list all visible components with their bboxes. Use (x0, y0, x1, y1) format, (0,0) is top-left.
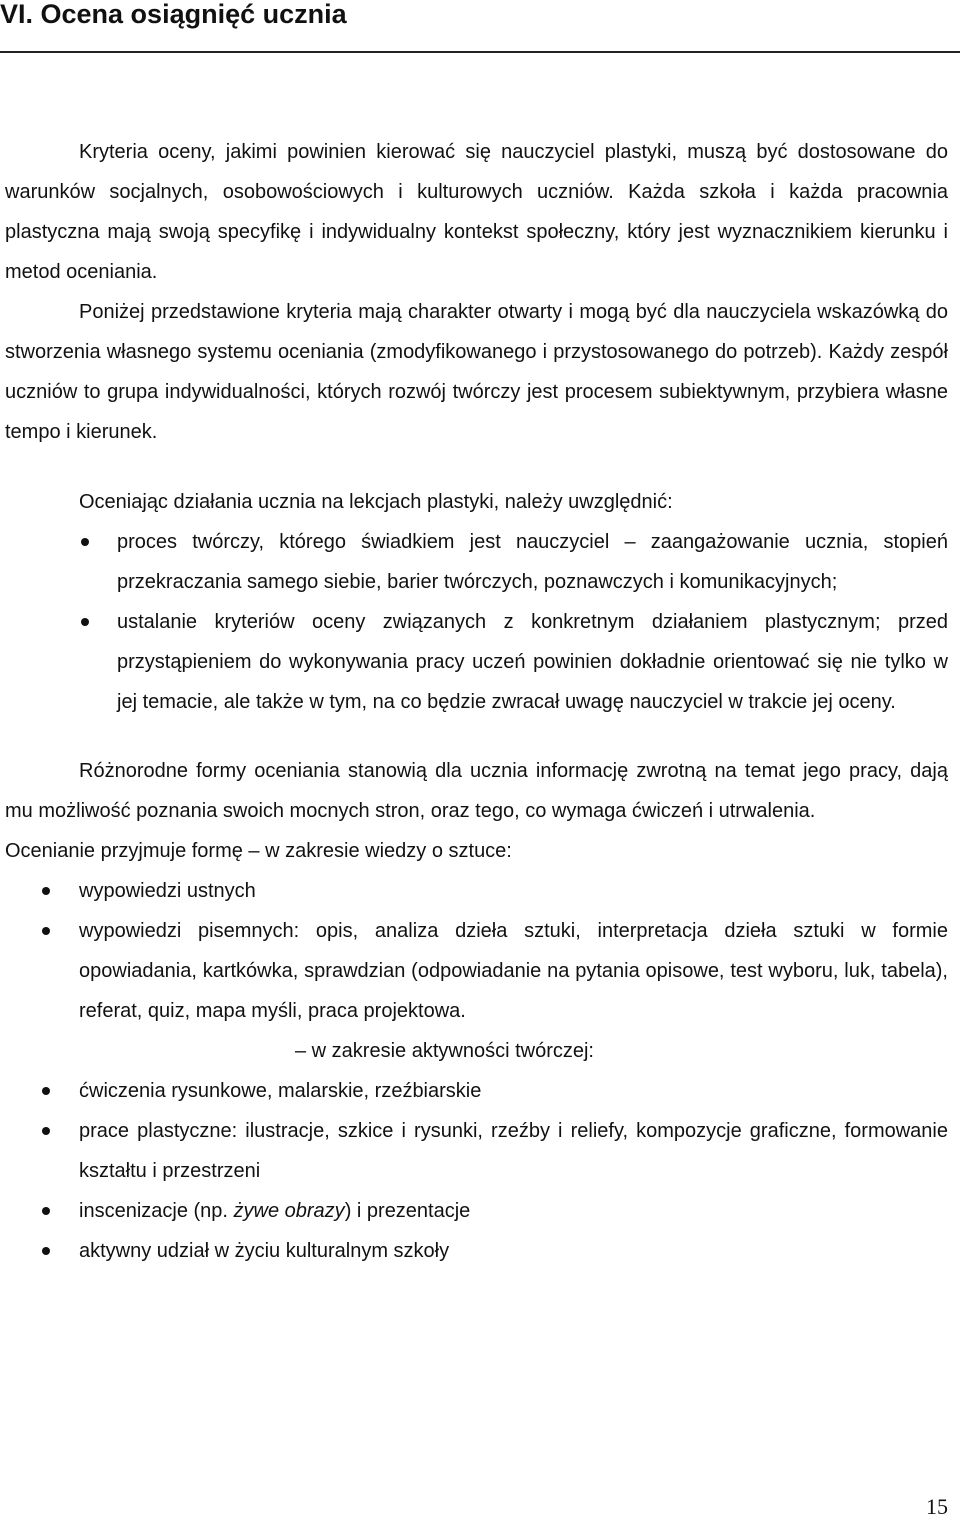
list-item: aktywny udział w życiu kulturalnym szkoły (5, 1231, 948, 1271)
item-text: ) i prezentacje (344, 1200, 471, 1222)
page-title: VI. Ocena osiągnięć ucznia (0, 0, 347, 29)
title-divider (0, 51, 960, 53)
list-item: proces twórczy, którego świadkiem jest nauczyciel – zaangażowanie ucznia, stopień przekraczania samego siebie, barier twórczych, poznawczych i komunikacyjnych; (5, 522, 948, 602)
creative-list (5, 1071, 948, 1271)
item-text: inscenizacje (np. (79, 1200, 234, 1222)
spacer (5, 722, 948, 751)
considerations-lead: Oceniając działania ucznia na lekcjach plastyki, należy uwzględnić: (79, 491, 673, 513)
considerations-list (5, 522, 948, 722)
page-number: 15 (926, 1494, 948, 1519)
italic-term: żywe obrazy (233, 1200, 345, 1222)
knowledge-heading: Ocenianie przyjmuje formę – w zakresie wiedzy o sztuce: (5, 840, 512, 862)
document-body (5, 132, 948, 1271)
creative-heading: – w zakresie aktywności twórczej: (295, 1040, 594, 1062)
list-item (5, 1191, 948, 1231)
list-item: wypowiedzi pisemnych: opis, analiza dzieła sztuki, interpretacja dzieła sztuki w formie opowiadania, kartkówka, sprawdzian (odpowiadanie na pytania opisowe, test wyboru, luk, tabela), referat, quiz, mapa myśli, praca projektowa. (5, 911, 948, 1031)
intro-paragraph-2: Poniżej przedstawione kryteria mają charakter otwarty i mogą być dla nauczyciela wskazówką do stworzenia własnego systemu oceniania (zmodyfikowanego i przystosowanego do potrzeb). Każdy zespół uczniów to grupa indywidualności, których rozwój twórczy jest procesem subiektywnym, przybiera własne tempo i kierunek. (5, 301, 948, 443)
knowledge-list (5, 871, 948, 1031)
list-item: ustalanie kryteriów oceny związanych z konkretnym działaniem plastycznym; przed przystąpieniem do wykonywania pracy uczeń powinien dokładnie orientować się nie tylko w jej temacie, ale także w tym, na co będzie zwracał uwagę nauczyciel w trakcie jej oceny. (5, 602, 948, 722)
spacer (5, 452, 948, 482)
list-item: wypowiedzi ustnych (5, 871, 948, 911)
list-item: ćwiczenia rysunkowe, malarskie, rzeźbiarskie (5, 1071, 948, 1111)
forms-paragraph: Różnorodne formy oceniania stanowią dla ucznia informację zwrotną na temat jego pracy, dają mu możliwość poznania swoich mocnych stron, oraz tego, co wymaga ćwiczeń i utrwalenia. (5, 760, 948, 822)
list-item: prace plastyczne: ilustracje, szkice i rysunki, rzeźby i reliefy, kompozycje graficzne, formowanie kształtu i przestrzeni (5, 1111, 948, 1191)
intro-paragraph-1: Kryteria oceny, jakimi powinien kierować się nauczyciel plastyki, muszą być dostosowane do warunków socjalnych, osobowościowych i kulturowych uczniów. Każda szkoła i każda pracownia plastyczna mają swoją specyfikę i indywidualny kontekst społeczny, który jest wyznacznikiem kierunku i metod oceniania. (5, 141, 948, 283)
